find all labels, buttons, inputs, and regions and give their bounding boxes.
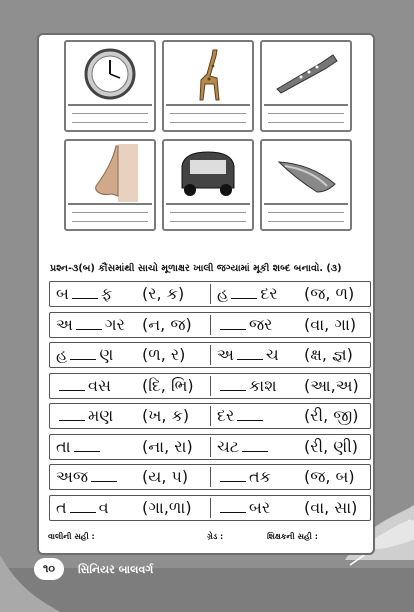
left-word bbox=[56, 465, 120, 488]
word-suffix: કાશ bbox=[249, 375, 277, 395]
answer-blank[interactable] bbox=[220, 378, 246, 391]
word-suffix: દર bbox=[260, 284, 278, 303]
table-row bbox=[49, 342, 371, 368]
giraffe-icon bbox=[183, 46, 233, 102]
right-word bbox=[217, 496, 270, 519]
column-divider bbox=[210, 376, 211, 396]
right-word bbox=[217, 404, 266, 427]
column-divider bbox=[210, 284, 211, 304]
left-word bbox=[56, 435, 103, 458]
left-options: (ર, ક) bbox=[142, 284, 185, 303]
word-prefix: અ bbox=[217, 345, 234, 364]
left-word bbox=[56, 343, 113, 366]
auto-rickshaw-icon bbox=[176, 146, 240, 200]
answer-blank[interactable] bbox=[76, 317, 102, 330]
right-word bbox=[217, 343, 279, 366]
right-options: (વા, સા) bbox=[304, 497, 358, 517]
answer-blank[interactable] bbox=[237, 347, 263, 360]
right-word bbox=[217, 465, 271, 488]
answer-blank[interactable] bbox=[59, 378, 85, 391]
column-divider bbox=[210, 498, 211, 518]
answer-blank[interactable] bbox=[74, 439, 100, 452]
word-prefix: અ bbox=[56, 314, 73, 334]
right-options: (જ, બ) bbox=[304, 467, 355, 486]
left-word bbox=[56, 404, 113, 427]
right-options: (આ,અ) bbox=[304, 375, 359, 395]
right-options: (ક્ષ, જ્ઞ) bbox=[304, 345, 353, 364]
word-suffix: ફ bbox=[100, 284, 113, 303]
word-suffix: વસ bbox=[88, 375, 111, 395]
left-word bbox=[56, 496, 109, 519]
answer-blank[interactable] bbox=[70, 347, 96, 360]
boat-icon bbox=[271, 148, 341, 198]
word-suffix: ગર bbox=[104, 314, 125, 334]
word-suffix: બર bbox=[249, 497, 271, 517]
word-suffix: તક bbox=[249, 467, 271, 486]
word-prefix: દર bbox=[217, 406, 235, 425]
word-prefix: હ bbox=[56, 345, 68, 364]
nose-icon bbox=[82, 144, 138, 202]
left-options: (ન, જ) bbox=[142, 314, 192, 334]
word-prefix: હ bbox=[217, 284, 229, 303]
right-options: (રી, ણી) bbox=[304, 436, 359, 456]
picture-card-flute bbox=[260, 40, 352, 132]
column-divider bbox=[210, 406, 211, 426]
answer-blank[interactable] bbox=[59, 408, 85, 421]
left-word bbox=[56, 313, 125, 336]
table-row bbox=[49, 373, 371, 399]
word-prefix: તા bbox=[56, 436, 71, 456]
answer-blank[interactable] bbox=[231, 286, 257, 299]
word-suffix: ણ bbox=[99, 345, 114, 364]
picture-card-auto-rickshaw bbox=[162, 139, 254, 231]
word-prefix: બ bbox=[56, 284, 69, 303]
answer-blank[interactable] bbox=[220, 500, 246, 513]
page-number: ૧૦ bbox=[34, 558, 64, 580]
right-word bbox=[217, 374, 277, 397]
left-options: (ય, પ) bbox=[142, 467, 189, 486]
table-row bbox=[49, 403, 371, 429]
right-word bbox=[217, 282, 278, 305]
teacher-signature-label: શિક્ષકની સહી : bbox=[267, 532, 318, 541]
left-options: (ખ, ક) bbox=[142, 406, 190, 425]
answer-blank[interactable] bbox=[70, 500, 96, 513]
left-options: (દિ, ભિ) bbox=[142, 375, 194, 395]
left-word bbox=[56, 282, 112, 305]
left-options: (ના, રા) bbox=[142, 436, 193, 456]
picture-card-giraffe bbox=[162, 40, 254, 132]
question-title: પ્રશ્ન-૩(બ) કૌંસમાંથી સાચો મૂળાક્ષર ખાલી જગ્યામાં મૂકી શબ્દ બનાવો. (૩) bbox=[50, 263, 342, 274]
right-options: (જ, ળ) bbox=[304, 284, 355, 303]
table-row bbox=[49, 312, 371, 338]
right-options: (રી, જી) bbox=[304, 406, 359, 425]
right-word bbox=[217, 313, 272, 336]
table-row bbox=[49, 434, 371, 460]
credit-text: અલંકાર - સમાંત ઐસાર્ડિયન્ટ bbox=[228, 541, 318, 550]
left-options: (ગા,ળા) bbox=[142, 497, 192, 517]
worksheet-page bbox=[37, 33, 375, 555]
grade-label: ગ્રેડ : bbox=[207, 532, 224, 541]
parent-signature-label: વાલીની સહી : bbox=[48, 532, 95, 541]
picture-card-nose bbox=[64, 139, 156, 231]
word-prefix: અજ bbox=[56, 467, 89, 486]
answer-blank[interactable] bbox=[72, 286, 98, 299]
word-suffix: મણ bbox=[88, 406, 114, 425]
clock-icon bbox=[82, 46, 138, 102]
picture-card-boat bbox=[260, 139, 352, 231]
table-row bbox=[49, 464, 371, 490]
left-word bbox=[56, 374, 111, 397]
right-options: (વા, ગા) bbox=[304, 314, 357, 334]
book-title: સિનિયર બાલવર્ગ bbox=[78, 563, 154, 576]
column-divider bbox=[210, 345, 211, 365]
table-row bbox=[49, 495, 371, 521]
answer-blank[interactable] bbox=[220, 317, 246, 330]
answer-blank[interactable] bbox=[91, 469, 117, 482]
word-prefix: ચટ bbox=[217, 436, 240, 456]
answer-blank[interactable] bbox=[237, 408, 263, 421]
word-suffix: વ bbox=[98, 497, 109, 517]
word-suffix: જર bbox=[249, 314, 273, 334]
table-row bbox=[49, 281, 371, 307]
column-divider bbox=[210, 467, 211, 487]
picture-card-clock bbox=[64, 40, 156, 132]
answer-blank[interactable] bbox=[220, 469, 246, 482]
column-divider bbox=[210, 437, 211, 457]
flute-icon bbox=[271, 49, 341, 99]
word-suffix: ચ bbox=[265, 345, 279, 364]
column-divider bbox=[210, 315, 211, 335]
right-word bbox=[217, 435, 271, 458]
answer-blank[interactable] bbox=[242, 439, 268, 452]
left-options: (ળ, ર) bbox=[142, 345, 186, 364]
word-prefix: ત bbox=[56, 497, 67, 517]
